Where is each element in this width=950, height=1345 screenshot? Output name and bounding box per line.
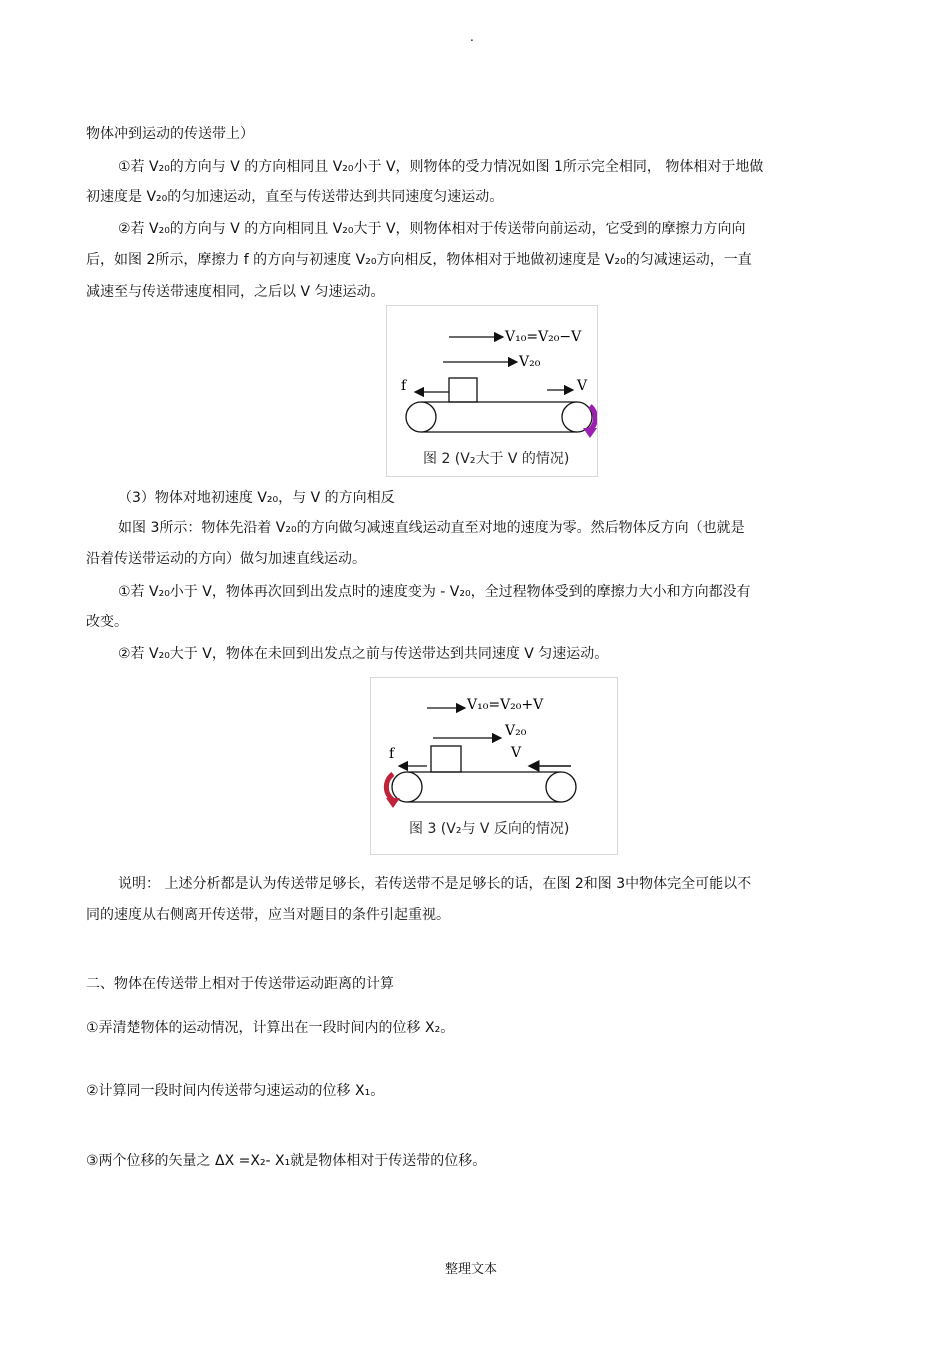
paragraph-line: 说明： 上述分析都是认为传送带足够长，若传送带不是足够长的话，在图 2和图 3中物体完全可能以不 <box>118 876 752 892</box>
paragraph-line: 后，如图 2所示，摩擦力 f 的方向与初速度 V₂₀方向相反，物体相对于地做初速度是 V₂₀的匀减速运动，一直 <box>86 252 752 268</box>
paragraph-line: ②若 V₂₀的方向与 V 的方向相同且 V₂₀大于 V，则物体相对于传送带向前运动，它受到的摩擦力方向向 <box>118 221 746 237</box>
friction-label: f <box>401 378 407 394</box>
rotation-arrowhead <box>583 428 597 438</box>
right-roller <box>546 772 576 802</box>
v20-label: V₂₀ <box>505 723 527 739</box>
figure-2 <box>386 305 598 477</box>
v10-label: V₁₀=V₂₀+V <box>467 697 544 713</box>
paragraph-line: ①弄清楚物体的运动情况，计算出在一段时间内的位移 X₂。 <box>86 1020 455 1036</box>
left-roller <box>406 402 436 432</box>
paragraph-line: ②计算同一段时间内传送带匀速运动的位移 X₁。 <box>86 1083 385 1099</box>
paragraph-line: 初速度是 V₂₀的匀加速运动，直至与传送带达到共同速度匀速运动。 <box>86 189 504 205</box>
rotation-arrowhead <box>386 798 400 808</box>
belt-velocity-label: V <box>511 745 522 761</box>
v20-label: V₂₀ <box>519 354 541 370</box>
friction-label: f <box>389 746 395 762</box>
paragraph-line: ①若 V₂₀小于 V，物体再次回到出发点时的速度变为 - V₂₀，全过程物体受到的摩擦力大小和方向都没有 <box>118 584 751 600</box>
paragraph-line: 如图 3所示：物体先沿着 V₂₀的方向做匀减速直线运动直至对地的速度为零。然后物体反方向（也就是 <box>118 520 745 536</box>
paragraph-line: 物体冲到运动的传送带上） <box>86 126 254 142</box>
paragraph-line: （3）物体对地初速度 V₂₀，与 V 的方向相反 <box>118 490 395 506</box>
right-roller <box>562 402 592 432</box>
section-heading: 二、物体在传送带上相对于传送带运动距离的计算 <box>86 976 394 992</box>
belt-velocity-label: V <box>577 378 588 394</box>
figure-2-caption: 图 2 (V₂大于 V 的情况) <box>423 451 570 467</box>
header-dot: . <box>470 30 474 44</box>
paragraph-line: ③两个位移的矢量之 ΔX =X₂- X₁就是物体相对于传送带的位移。 <box>86 1153 487 1169</box>
paragraph-line: 同的速度从右侧离开传送带，应当对题目的条件引起重视。 <box>86 907 450 923</box>
paragraph-line: 减速至与传送带速度相同，之后以 V 匀速运动。 <box>86 284 385 300</box>
figure-3-caption: 图 3 (V₂与 V 反向的情况) <box>409 821 570 837</box>
block <box>431 746 461 772</box>
block <box>449 378 477 402</box>
paragraph-line: ②若 V₂₀大于 V，物体在未回到出发点之前与传送带达到共同速度 V 匀速运动。 <box>118 646 609 662</box>
paragraph-line: ①若 V₂₀的方向与 V 的方向相同且 V₂₀小于 V，则物体的受力情况如图 1所示完全相同， 物体相对于地做 <box>118 159 764 175</box>
figure-3 <box>370 677 618 855</box>
left-roller <box>392 772 422 802</box>
footer-text: 整理文本 <box>445 1262 498 1277</box>
paragraph-line: 沿着传送带运动的方向）做匀加速直线运动。 <box>86 551 366 567</box>
v10-label: V₁₀=V₂₀−V <box>505 329 582 345</box>
paragraph-line: 改变。 <box>86 614 128 630</box>
